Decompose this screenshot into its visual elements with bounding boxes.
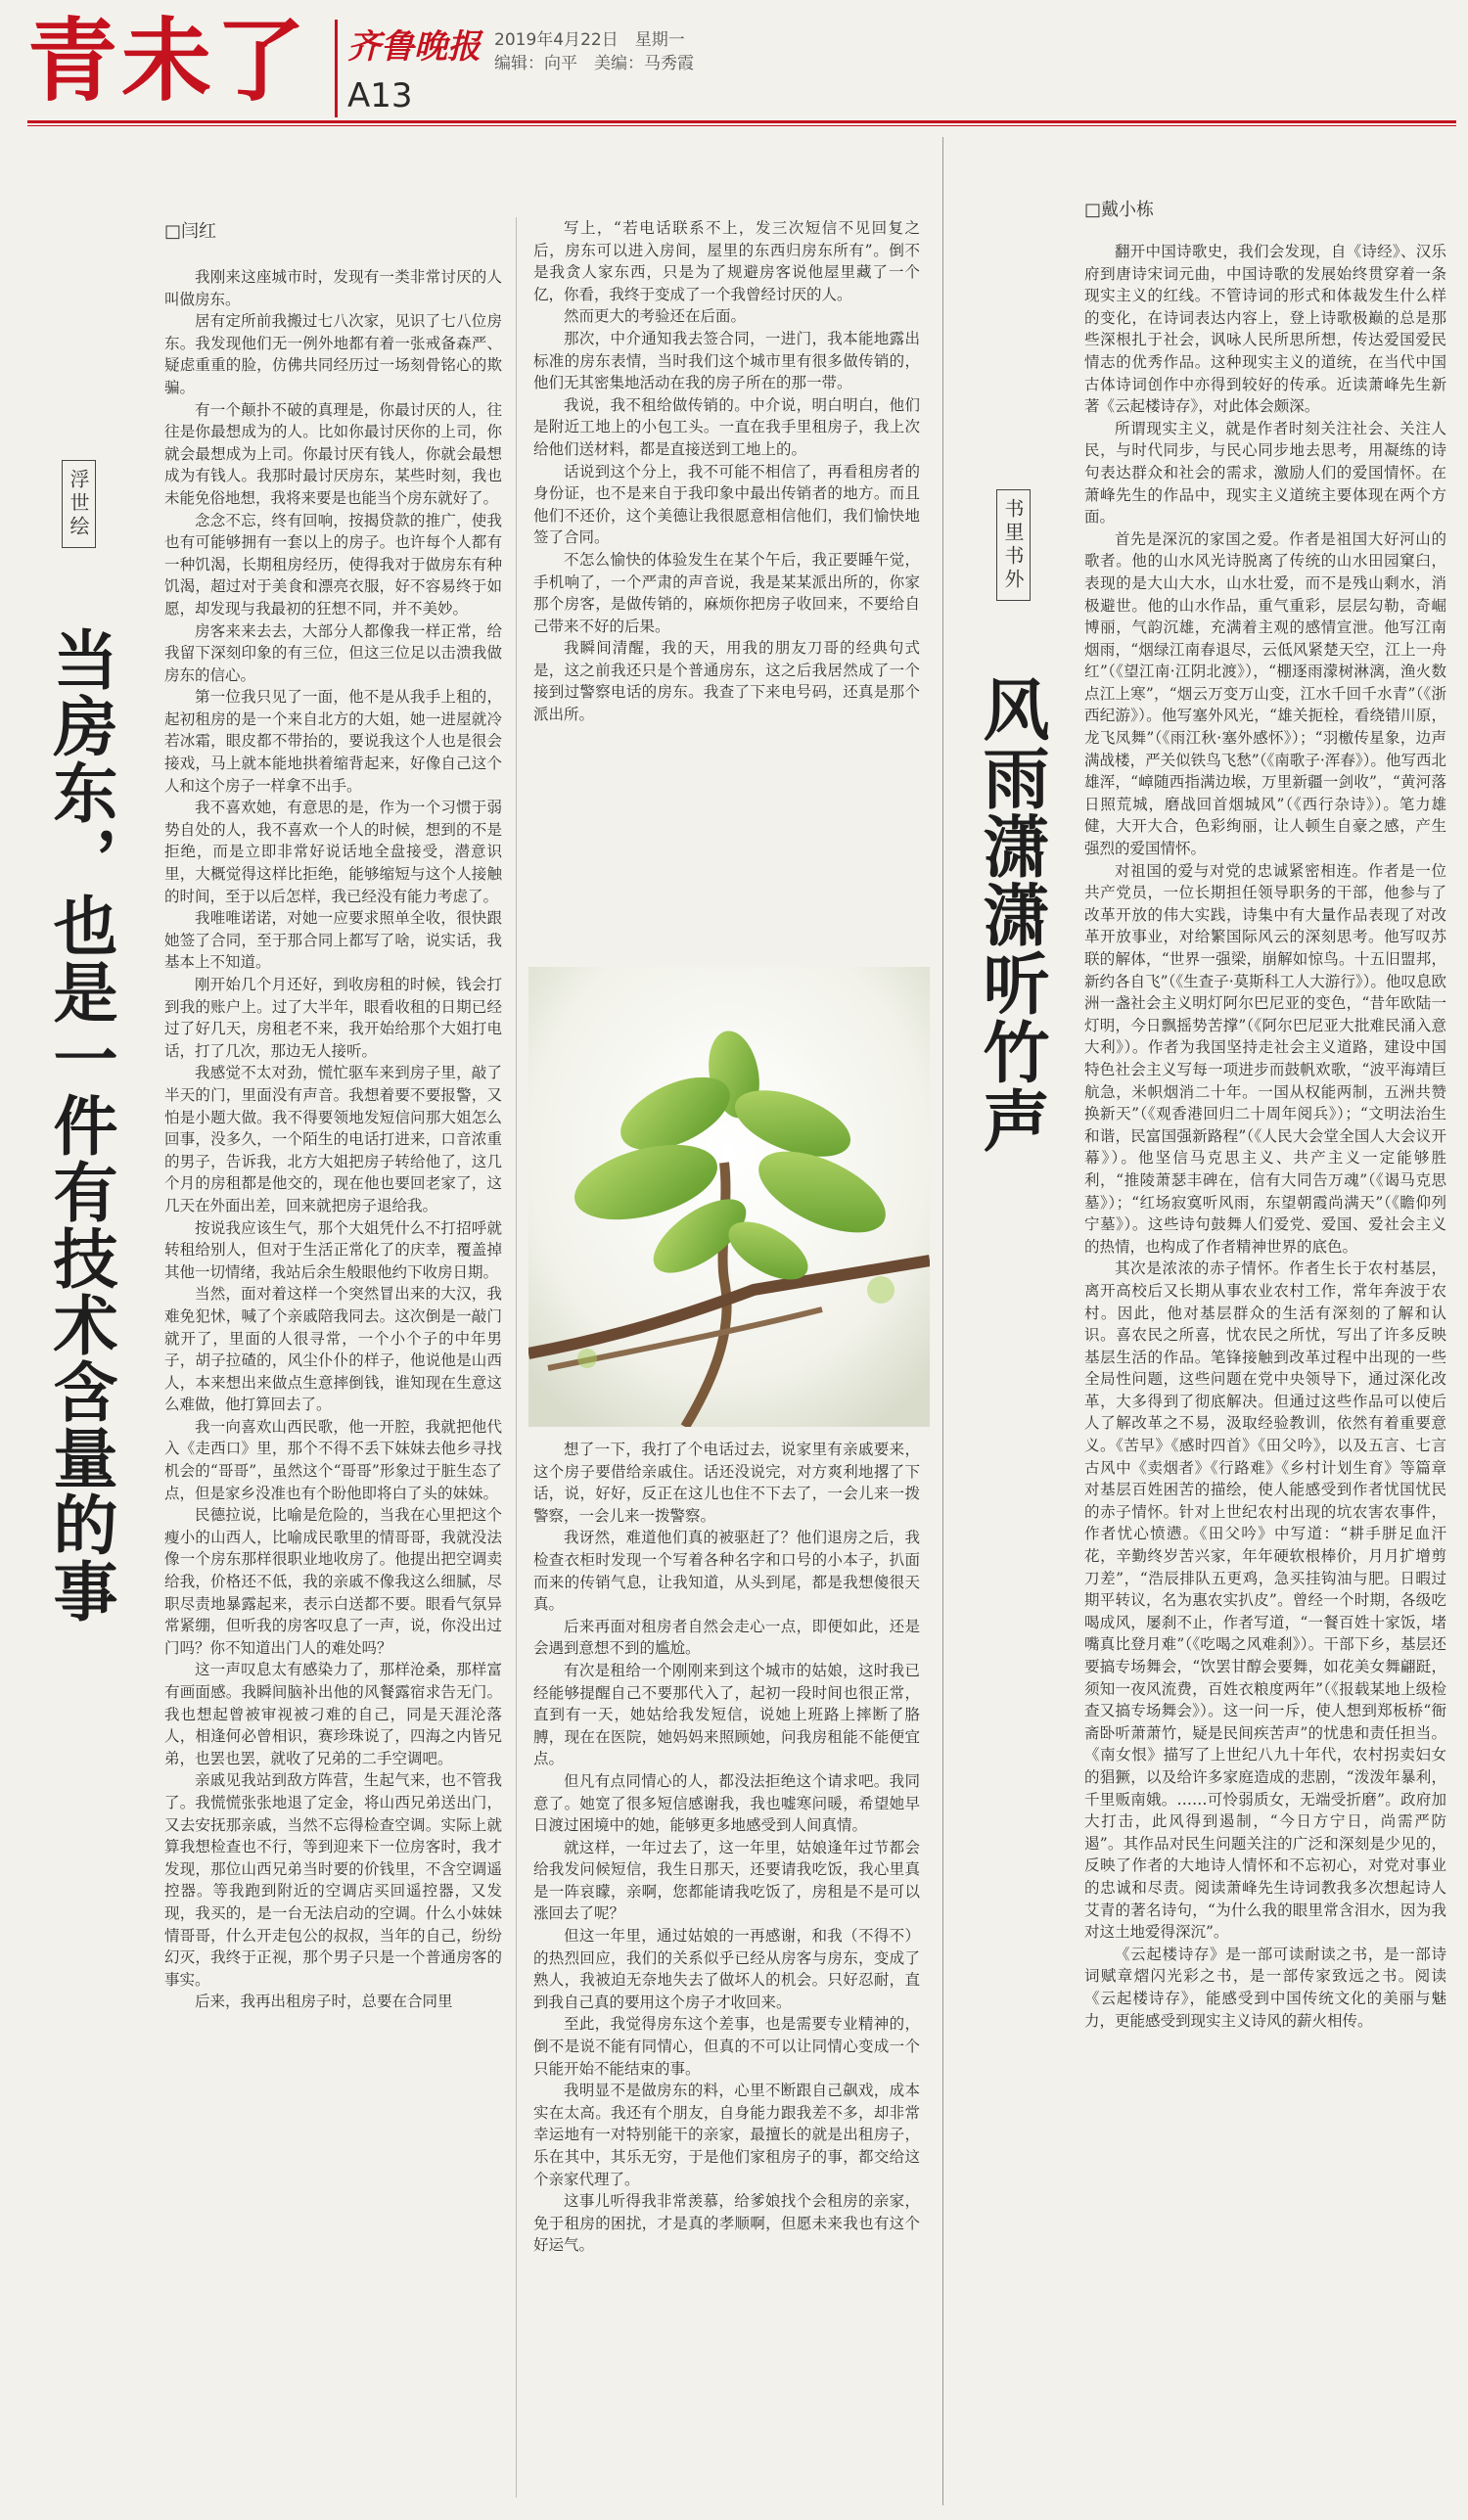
left-article-column-1 [164,266,502,2497]
left-article-column-2-top [533,217,920,953]
date-line: 2019年4月22日 星期一 [494,30,685,50]
paragraph: 这事儿听得我非常羡慕，给爹娘找个会租房的亲家，免于租房的困扰，才是真的孝顺啊，但愿未来我也有这个好运气。 [533,2192,920,2255]
paragraph: 我瞬间清醒，我的天，用我的朋友刀哥的经典句式是，这之前我还只是个普通房东，这之后我居然成了一个接到过警察电话的房东。我查了下来电号码，还真是那个派出所。 [533,639,920,724]
paragraph: 我说，我不租给做传销的。中介说，明白明白，他们是附近工地上的小包工头。一直在我手里租房子，我上次给他们送材料，都是直接送到工地上的。 [533,395,920,458]
paragraph: 我一向喜欢山西民歌，他一开腔，我就把他代入《走西口》里，那个不得不丢下妹妹去他乡寻找机会的“哥哥”，虽然这个“哥哥”形象过于脏生态了点，但是家乡没准也有个盼他即将白了头的妹妹。 [164,1417,502,1502]
paragraph: 对祖国的爱与对党的忠诚紧密相连。作者是一位共产党员，一位长期担任领导职务的干部，他参与了改革开放的伟大实践，诗集中有大量作品表现了对改革开放事业，对给繁国际风云的深刻思考。他写叹苏联的解体，“世界一强梁，崩解如惊鸟。十五旧盟邦，新约各自飞”（《生查子·莫斯科工人大游行》）。他叹息欧洲一盏社会主义明灯阿尔巴尼亚的变色，“昔年欧陆一灯明，今日飘摇势苦撑”（《阿尔巴尼亚大批难民涌入意大利》）。作者为我国坚持走社会主义道路，建设中国特色社会主义写每一项进步而鼓帆欢歌，“波平海靖巨航急，米帜烟消二十年。一国从权能两制，五洲共赞换新天”（《观香港回归二十周年阅兵》）；“文明法治生和谐，民富国强新路程”（《人民大会堂全国人大会议开幕》）。他坚信马克思主义、共产主义一定能够胜利，“推陵萧瑟丰碑在，信有大同告万魂”（《谒马克思墓》）；“红场寂寞听风雨，东望朝霞尚满天”（《瞻仰列宁墓》）。这些诗句鼓舞人们爱党、爱国、爱社会主义的热情，也构成了作者精神世界的底色。 [1084,861,1446,1256]
paragraph: 《云起楼诗存》是一部可读耐读之书，是一部诗词赋章熠闪光彩之书，是一部传家致远之书。阅读《云起楼诗存》，能感受到中国传统文化的美丽与魅力，更能感受到现实主义诗风的薪火相传。 [1084,1945,1446,2030]
paragraph: 刚开始几个月还好，到收房租的时候，钱会打到我的账户上。过了大半年，眼看收租的日期已经过了好几天，房租老不来，我开始给那个大姐打电话，打了几次，那边无人接听。 [164,976,502,1060]
paragraph: 至此，我觉得房东这个差事，也是需要专业精神的，倒不是说不能有同情心，但真的不可以让同情心变成一个只能开始不能结束的事。 [533,2015,920,2078]
paragraph: 首先是深沉的家国之爱。作者是祖国大好河山的歌者。他的山水风光诗脱离了传统的山水田园窠臼，表现的是大山大水，山水壮爱，而不是残山剩水，消极避世。他的山水作品，重气重彩，层层勾勒，奇崛博丽，气韵沉雄，充满着主观的感情宣泄。他写江南烟雨，“烟绿江南春退尽，云低风紧楚天空，江上一舟红”（《望江南·江阴北渡》），“棚逐雨濛树淋漓，渔火数点江上寒”，“烟云万变万山变，江水千回千水青”（《浙西纪游》）。他写塞外风光，“雄关扼栓，看绕错川原，龙飞凤舞”（《雨江秋·塞外感怀》）；“羽檄传星象，边声满战楼，严关似铁鸟飞愁”（《南歌子·浑春》）。他写西北雄浑，“嶂随西指满边堠，万里新疆一剑收”，“黄河落日照荒城，磨战回首烟城风”（《西行杂诗》）。笔力雄健，大开大合，色彩绚丽，让人顿生自豪之感，产生强烈的爱国情怀。 [1084,529,1446,858]
paragraph: 后来，我再出租房子时，总要在合同里 [195,1993,453,2011]
paragraph: 但凡有点同情心的人，都没法拒绝这个请求吧。我同意了。她宽了很多短信感谢我，我也嘘寒问暖，希望她早日渡过困境中的她，能够更多地感受到人间真情。 [533,1771,920,1835]
masthead-divider [335,20,338,117]
paragraph: 后来再面对租房者自然会走心一点，即便如此，还是会遇到意想不到的尴尬。 [533,1617,920,1658]
left-article-column-2-bottom [533,1439,920,2500]
newspaper-logo: 齐鲁晚报 [347,27,481,67]
article-divider [942,137,943,2505]
paragraph: 不怎么愉快的体验发生在某个午后，我正要睡午觉，手机响了，一个严肃的声音说，我是某某派出所的，你家那个房客，是做传销的，麻烦你把房子收回来，不要给自己带来不好的后果。 [533,550,920,635]
paragraph: 我感觉不太对劲，慌忙驱车来到房子里，敲了半天的门，里面没有声音。我想着要不要报警，又怕是小题大做。我不得要领地发短信问那大姐怎么回事，没多久，一个陌生的电话打进来，口音浓重的男子，告诉我，北方大姐把房子转给他了，这几个月的房租都是他交的，现在他也要回老家了，这几天在外面出差，回来就把房子退给我。 [164,1064,502,1214]
editors-line: 编辑：向平 美编：马秀霞 [494,54,694,73]
paragraph: 但这一年里，通过姑娘的一再感谢，和我（不得不）的热烈回应，我们的关系似乎已经从房客与房东，变成了熟人，我被迫无奈地失去了做坏人的机会。只好忍耐，直到我自己真的要用这个房子才收回来。 [533,1927,920,2011]
paragraph: 我刚来这座城市时，发现有一类非常讨厌的人叫做房东。 [164,268,502,308]
paragraph: 当然，面对着这样一个突然冒出来的大汉，我难免犯怵，喊了个亲戚陪我同去。这次倒是一敲门就开了，里面的人很寻常，一个小个子的中年男子，胡子拉碴的，风尘仆仆的样子，他说他是山西人，本来想出来做点生意摔倒钱，谁知现在生意这么难做，他打算回去了。 [164,1285,502,1414]
paragraph: 有次是租给一个刚刚来到这个城市的姑娘，这时我已经能够提醒自己不要那代入了，起初一段时间也很正常，直到有一天，她姑给我发短信，说她上班路上摔断了胳膊，现在在医院，她妈妈来照顾她，问我房租能不能便宜点。 [533,1661,920,1768]
section-tag-right: 书里书外 [996,489,1031,601]
paragraph: 念念不忘，终有回响，按揭贷款的推广，使我也有可能够拥有一套以上的房子。也许每个人都有一种饥渴，长期租房经历，使得我对于做房东有种饥渴，超过对于美食和漂亮衣服，好不容易终于如愿，却发现与我最初的狂想不同，并不美妙。 [164,511,502,618]
paragraph: 写上，“若电话联系不上，发三次短信不见回复之后，房东可以进入房间，屋里的东西归房东所有”。倒不是我贪人家东西，只是为了规避房客说他屋里藏了一个亿，你看，我终于变成了一个我曾经讨厌的人。 [533,219,920,303]
masthead-rule [27,120,1456,123]
left-byline: □闫红 [164,221,217,242]
paragraph: 我不喜欢她，有意思的是，作为一个习惯于弱势自处的人，我不喜欢一个人的时候，想到的不是拒绝，而是立即非常好说话地全盘接受，潜意识里，大概觉得这样比拒绝，能够缩短与这个人接触的时间，至于以后怎样，我已经没有能力考虑了。 [164,799,502,905]
right-article-body [1084,241,1446,2497]
paragraph: 然而更大的考验还在后面。 [564,307,747,326]
paragraph: 我明显不是做房东的料，心里不断跟自己飙戏，成本实在太高。我还有个朋友，自身能力跟我差不多，却非常幸运地有一对特别能干的亲家，最擅长的就是出租房子，乐在其中，其乐无穷，于是他们家租房子的事，都交给这个亲家代理了。 [533,2082,920,2188]
column-divider [516,217,517,2497]
paragraph: 话说到这个分上，我不可能不相信了，再看租房者的身份证，也不是来自于我印象中最出传销者的地方。而且他们不还价，这个美德让我很愿意相信他们，我们愉快地签了合同。 [533,462,920,547]
section-title: 青未了 [27,9,310,114]
paragraph: 就这样，一年过去了，这一年里，姑娘逢年过节都会给我发问候短信，我生日那天，还要请我吃饭，我心里真是一阵哀矇，亲啊，您都能请我吃饭了，房租是不是可以涨回去了呢？ [533,1838,920,1923]
page-number: A13 [347,76,413,115]
paragraph: 按说我应该生气，那个大姐凭什么不打招呼就转租给别人，但对于生活正常化了的庆幸，覆盖掉其他一切情绪，我站后余生般眼他约下收房日期。 [164,1218,502,1281]
paragraph: 有一个颠扑不破的真理是，你最讨厌的人，往往是你最想成为的人。比如你最讨厌你的上司，你就会最想成为上司。你最讨厌有钱人，你就会最想成为有钱人。我那时最讨厌房东，某些时刻，我也未能免俗地想，我将来要是也能当个房东就好了。 [164,400,502,507]
paragraph: 这一声叹息太有感染力了，那样沧桑，那样富有画面感。我瞬间脑补出他的风餐露宿求告无门。我也想起曾被审视被刁难的自己，同是天涯沦落人，相逢何必曾相识，赛珍珠说了，四海之内皆兄弟，也罢也罢，就收了兄弟的二手空调吧。 [164,1661,502,1767]
sprout-icon [528,967,930,1427]
paragraph: 其次是浓浓的赤子情怀。作者生长于农村基层，离开高校后又长期从事农业农村工作，常年奔波于农村。因此，他对基层群众的生活有深刻的了解和认识。喜农民之所喜，忧农民之所忧，写出了许多反映基层生活的作品。笔锋接触到改革过程中出现的一些全局性问题，这些问题在党中央领导下，通过深化改革，大多得到了彻底解决。但通过这些作品可以使后人了解改革之不易，汲取经验教训，依然有着重要意义。《苦早》《感时四首》《田父吟》，以及五言、七言古风中《卖烟者》《行路难》《乡村计划生育》等篇章对基层百姓困苦的描绘，使人能感受到作者忧国忧民的赤子情怀。针对上世纪农村出现的坑农害农事件，作者忧心愤懑。《田父吟》中写道：“耕手胼足血汗花，辛勤终岁苦兴家，年年硬软根棒价，月月扩增剪刀差”，“浩辰排队五更鸡，急买挂钩油与肥。日暇过期平转议，名为惠农实扒皮”。曾经一个时期，各级吃喝成风，屡刹不止，作者写道，“一餐百姓十家饭，堵嘴真比登月难”（《吃喝之风难刹》）。干部下乡，基层还要搞专场舞会，“饮罢甘醇会要舞，如花美女舞翩跹，须知一夜风流费，百姓衣粮度两年”（《报载某地上级检查又搞专场舞会》）。这一问一斥，使人想到郑板桥“衙斋卧听萧萧竹，疑是民间疾苦声”的忧患和责任担当。《南女恨》描写了上世纪八九十年代，农村拐卖妇女的猖獗，以及给许多家庭造成的悲剧，“泼泼年暴利，千里贩南娥。……可怜弱质女，无端受折磨”。政府加大打击，此风得到遏制，“今日方宁日，尚需严防遏”。其作品对民生问题关注的广泛和深刻是少见的，反映了作者的大地诗人情怀和不忘初心，对党对事业的忠诚和尽责。阅读萧峰先生诗词教我多次想起诗人艾青的著名诗句，“为什么我的眼里常含泪水，因为我对这土地爱得深沉”。 [1084,1260,1446,1942]
paragraph: 房客来来去去，大部分人都像我一样正常，给我留下深刻印象的有三位，但这三位足以击溃我做房东的信心。 [164,621,502,684]
paragraph: 我讶然，难道他们真的被驱赶了？他们退房之后，我检查衣柜时发现一个写着各种名字和口号的小本子，扒面而来的传销气息，让我知道，从头到尾，都是我想傻很天真。 [533,1529,920,1614]
left-article-title: 当房东，也是一件有技术含量的事 [42,626,117,1625]
paragraph: 翻开中国诗歌史，我们会发现，自《诗经》、汉乐府到唐诗宋词元曲，中国诗歌的发展始终贯穿着一条现实主义的红线。不管诗词的形式和体裁发生什么样的变化，在诗词表达内容上，登上诗歌极巅的总是那些深根扎于社会，讽咏人民所思所想，传达爱国爱民情志的优秀作品。这种现实主义的道统，在当代中国古体诗词创作中亦得到较好的传承。近读萧峰先生新著《云起楼诗存》，对此体会颇深。 [1084,243,1446,416]
paragraph: 我唯唯诺诺，对她一应要求照单全收，很快跟她签了合同，至于那合同上都写了啥，说实话，我基本上不知道。 [164,909,502,972]
right-byline: □戴小栋 [1084,200,1155,220]
paragraph: 第一位我只见了一面，他不是从我手上租的，起初租房的是一个来自北方的大姐，她一进屋就冷若冰霜，眼皮都不带抬的，要说我这个人也是很会接戏，马上就本能地拱着缩背起来，好像自己这个人和这个房子一样拿不出手。 [164,688,502,795]
paragraph: 所谓现实主义，就是作者时刻关注社会、关注人民，与时代同步，与民心同步地去思考，用凝练的诗句表达群众和社会的需求，激励人们的爱国情怀。在萧峰先生的作品中，现实主义道统主要体现在两个方面。 [1084,419,1446,527]
right-article-title: 风雨潇潇听竹声 [972,675,1049,1155]
paragraph: 那次，中介通知我去签合同，一进门，我本能地露出标准的房东表情，当时我们这个城市里有很多做传销的，他们无其密集地活动在我的房子所在的那一带。 [533,329,920,392]
sprout-photo [528,967,930,1427]
paragraph: 居有定所前我搬过七八次家，见识了七八位房东。我发现他们无一例外地都有着一张戒备森严、疑虑重重的脸，仿佛共同经历过一场刻骨铭心的欺骗。 [164,312,502,396]
section-tag-left: 浮世绘 [62,460,96,548]
paragraph: 亲戚见我站到敌方阵营，生起气来，也不管我了。我慌慌张张地退了定金，将山西兄弟送出门，又去安抚那亲戚，当然不忘得检查空调。实际上就算我想检查也不行，等到迎来下一位房客时，我才发现，那位山西兄弟当时要的价钱里，不含空调遥控器。等我跑到附近的空调店买回遥控器，又发现，我买的，是一台无法启动的空调。什么小妹妹情哥哥，什么开走包公的叔叔，当年的自己，纷纷幻灭，我终于正视，那个男子只是一个普通房客的事实。 [164,1771,502,1989]
paragraph: 想了一下，我打了个电话过去，说家里有亲戚要来，这个房子要借给亲戚住。话还没说完，对方爽利地撂了下话，说，好好，反正在这儿也住不下去了，一会儿来一拨警察，一会儿来一拨警察。 [533,1441,920,1525]
masthead-rule-thin [27,125,1456,126]
paragraph: 民德拉说，比喻是危险的，当我在心里把这个瘦小的山西人，比喻成民歌里的情哥哥，我就没法像一个房东那样很职业地收房了。他提出把空调卖给我，价格还不低，我的亲戚不像我这么细腻，尽职尽责地暴露起来，表示白送都不要。眼看气氛异常紧绷，但听我的房客叹息了一声，说，你没出过门吗？你不知道出门人的难处吗？ [164,1506,502,1657]
